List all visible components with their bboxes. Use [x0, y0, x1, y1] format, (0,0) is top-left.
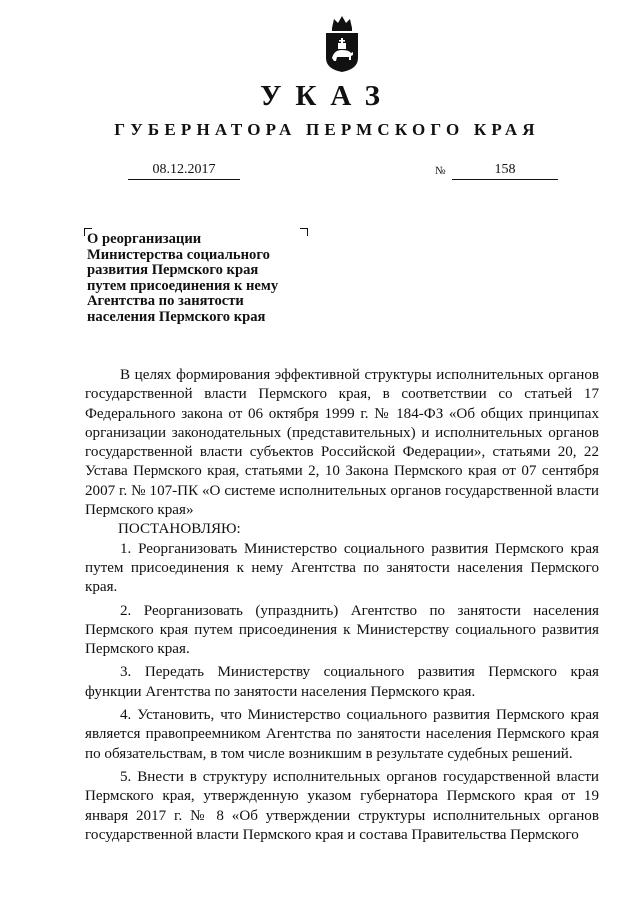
preamble-paragraph: В целях формирования эффективной структуры исполнительных органов государственной власти Пермского края, в соответствии со статьей 17 Федерального закона от 06 октября 1999 г. № 184-ФЗ «Об общих принципах организации законодательных (представительных) и исполнительных органов государственной власти субъектов Российской Федерации», статьями 20, 22 Устава Пермского края, статьями 2, 10 Закона Пермского края от 07 сентября 2007 г. № 107-ПК «О системе исполнительных органов государственной власти Пермского края»	[85, 367, 599, 519]
heading-line: путем присоединения к нему	[87, 277, 279, 294]
document-date: 08.12.2017	[128, 162, 240, 180]
document-title: УКАЗ	[260, 80, 394, 112]
clause-paragraph: 3. Передать Министерству социального развития Пермского края функции Агентства по занятости населения Пермского края.	[85, 664, 599, 700]
document-heading	[87, 232, 317, 326]
heading-line: населения Пермского края	[87, 308, 266, 325]
document-body	[85, 366, 599, 845]
clause-paragraph: 5. Внести в структуру исполнительных органов государственной власти Пермского края, утвержденную указом губернатора Пермского края от 19 января 2017 г. № 8 «Об утверждении структуры исполнительных органов государственной власти Пермского края и состава Правительства Пермского	[85, 768, 599, 843]
heading-line: развития Пермского края	[87, 262, 259, 279]
heading-line: Агентства по занятости	[87, 293, 244, 310]
coat-of-arms-icon	[322, 14, 362, 74]
heading-line: Министерства социального	[87, 246, 270, 263]
clause-paragraph: 4. Установить, что Министерство социального развития Пермского края является правопреемником Агентства по занятости населения Пермского края по обязательствам, в том числе возникшим в результате судебных решений.	[85, 707, 599, 762]
clause-paragraph: 2. Реорганизовать (упразднить) Агентство по занятости населения Пермского края путем присоединения к Министерству социального развития Пермского края.	[85, 602, 599, 658]
document-subtitle: ГУБЕРНАТОРА ПЕРМСКОГО КРАЯ	[114, 120, 540, 139]
document-number: 158	[452, 162, 558, 180]
heading-line: О реорганизации	[87, 231, 202, 247]
clause-paragraph: 1. Реорганизовать Министерство социального развития Пермского края путем присоединения к нему Агентства по занятости населения Пермского края.	[85, 540, 599, 596]
decree-word: ПОСТАНОВЛЯЮ:	[118, 521, 241, 538]
number-sign: №	[435, 165, 446, 177]
